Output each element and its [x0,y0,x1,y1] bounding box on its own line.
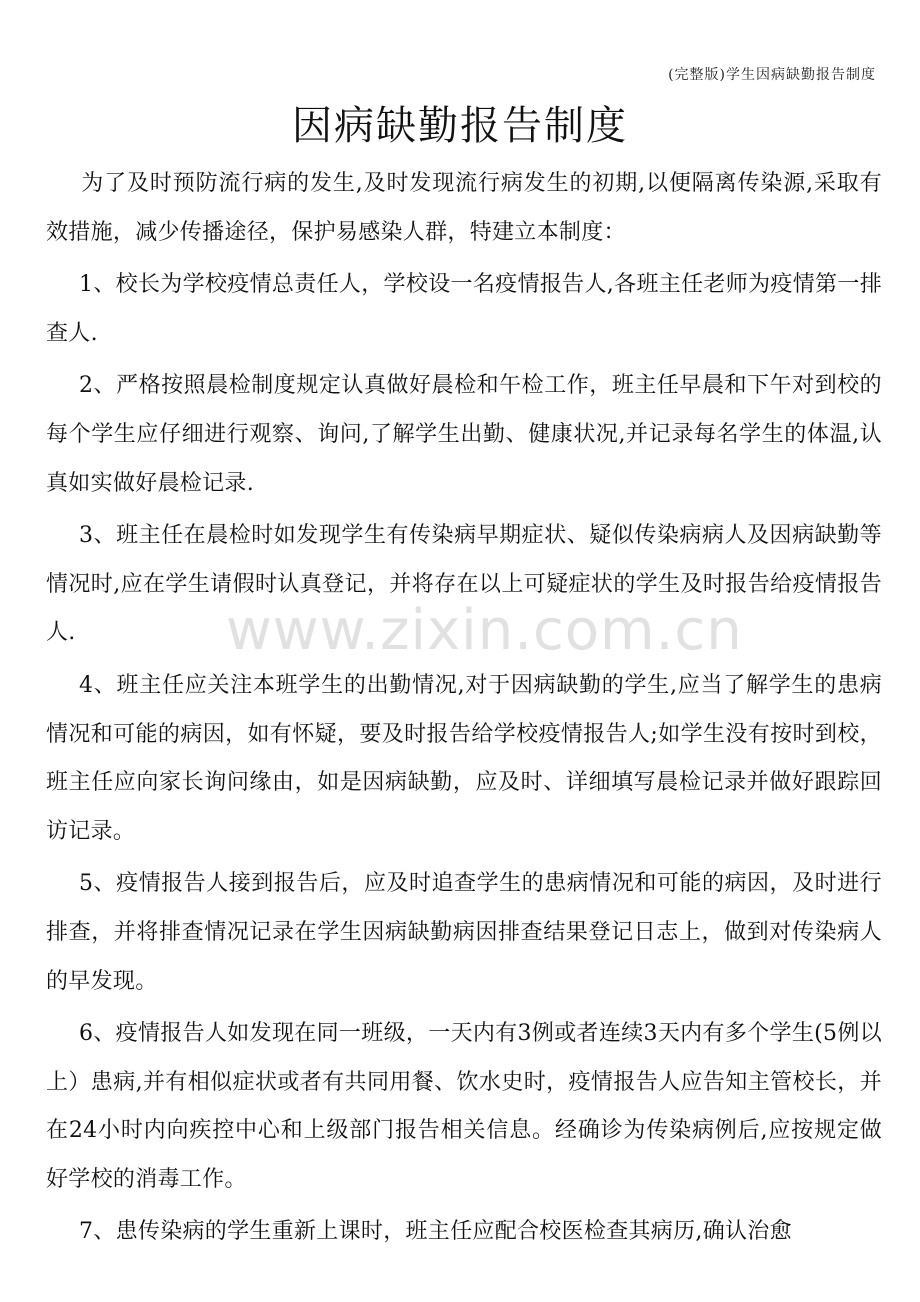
rule-item-1: 1、校长为学校疫情总责任人，学校设一名疫情报告人,各班主任老师为疫情第一排查人. [46,272,882,346]
rule-item-7: 7、患传染病的学生重新上课时，班主任应配合校医检查其病历,确认治愈 [79,1219,792,1245]
rule-item-5: 5、疫情报告人接到报告后，应及时追查学生的患病情况和可能的病因，及时进行排查，并将排查情况记录在学生因病缺勤病因排查结果登记日志上，做到对传染病人的早发现。 [46,871,882,994]
rule-item-2: 2、严格按照晨检制度规定认真做好晨检和午检工作，班主任早晨和下午对到校的每个学生应仔细进行观察、询问,了解学生出勤、健康状况,并记录每名学生的体温,认真如实做好晨检记录. [46,373,882,496]
running-header: (完整版)学生因病缺勤报告制度 [668,67,876,83]
document-body [46,160,882,1261]
rule-item-4: 4、班主任应关注本班学生的出勤情况,对于因病缺勤的学生,应当了解学生的患病情况和可能的病因，如有怀疑，要及时报告给学校疫情报告人;如学生没有按时到校，班主任应向家长询问缘由，如是因病缺勤，应及时、详细填写晨检记录并做好跟踪回访记录。 [46,672,882,844]
rule-item-3: 3、班主任在晨检时如发现学生有传染病早期症状、疑似传染病病人及因病缺勤等情况时,应在学生请假时认真登记，并将存在以上可疑症状的学生及时报告给疫情报告人. [46,523,882,646]
document-title: 因病缺勤报告制度 [292,103,628,149]
rule-item-6: 6、疫情报告人如发现在同一班级，一天内有3例或者连续3天内有多个学生(5例以上）患病,并有相似症状或者有共同用餐、饮水史时，疫情报告人应告知主管校长，并 在24小时内向疾控中心和上级部门报告相关信息。经确诊为传染病例后,应按规定做好学校的消毒工作。 [46,1021,882,1192]
watermark: www.zixin.com.cn [226,598,743,663]
intro-paragraph: 为了及时预防流行病的发生,及时发现流行病发生的初期,以便隔离传染源,采取有效措施，减少传播途径，保护易感染人群，特建立本制度： [46,171,882,245]
